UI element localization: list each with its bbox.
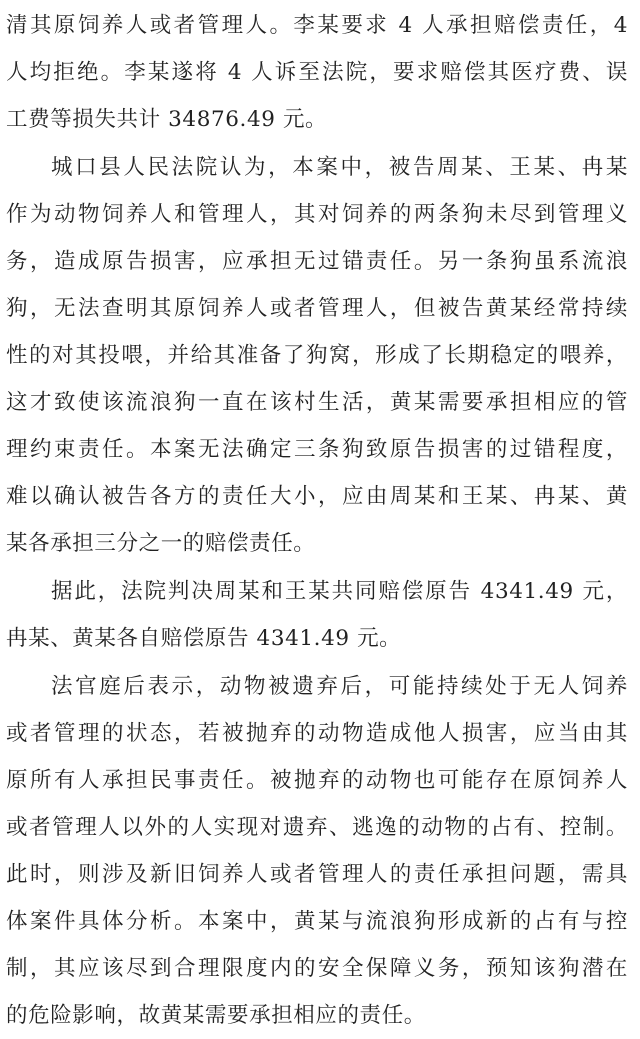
text-line: 法官庭后表示，动物被遗弃后，可能持续处于无人饲养 <box>51 674 628 699</box>
text-line: 清其原饲养人或者管理人。李某要求 4 人承担赔偿责任，4 <box>6 13 628 38</box>
text-line: 据此，法院判决周某和王某共同赔偿原告 4341.49 元， <box>51 579 628 604</box>
text-line: 作为动物饲养人和管理人，其对饲养的两条狗未尽到管理义 <box>6 202 628 227</box>
text-line: 理约束责任。本案无法确定三条狗致原告损害的过错程度， <box>6 437 628 462</box>
text-line: 人均拒绝。李某遂将 4 人诉至法院，要求赔偿其医疗费、误 <box>6 60 628 85</box>
text-line: 这才致使该流浪狗一直在该村生活，黄某需要承担相应的管 <box>6 390 628 415</box>
text-line: 务，造成原告损害，应承担无过错责任。另一条狗虽系流浪 <box>6 249 628 274</box>
paragraph-4 <box>6 663 628 1039</box>
text-line: 或者管理的状态，若被抛弃的动物造成他人损害，应当由其 <box>6 721 628 746</box>
paragraph-3 <box>6 568 628 662</box>
text-line: 体案件具体分析。本案中，黄某与流浪狗形成新的占有与控 <box>6 909 628 934</box>
text-line: 原所有人承担民事责任。被抛弃的动物也可能存在原饲养人 <box>6 768 628 793</box>
text-line: 狗，无法查明其原饲养人或者管理人，但被告黄某经常持续 <box>6 296 628 321</box>
text-line: 城口县人民法院认为，本案中，被告周某、王某、冉某 <box>51 155 628 180</box>
paragraph-1 <box>6 2 628 143</box>
text-line: 的危险影响，故黄某需要承担相应的责任。 <box>6 1003 426 1028</box>
text-line: 工费等损失共计 34876.49 元。 <box>6 107 328 132</box>
text-line: 或者管理人以外的人实现对遗弃、逃逸的动物的占有、控制。 <box>6 815 628 840</box>
paragraph-2 <box>6 144 628 567</box>
text-line: 制，其应该尽到合理限度内的安全保障义务，预知该狗潜在 <box>6 956 628 981</box>
text-line: 此时，则涉及新旧饲养人或者管理人的责任承担问题，需具 <box>6 862 628 887</box>
text-line: 性的对其投喂，并给其准备了狗窝，形成了长期稳定的喂养， <box>6 343 628 368</box>
text-line: 冉某、黄某各自赔偿原告 4341.49 元。 <box>6 626 402 651</box>
text-line: 某各承担三分之一的赔偿责任。 <box>6 531 316 556</box>
text-line: 难以确认被告各方的责任大小，应由周某和王某、冉某、黄 <box>6 484 628 509</box>
